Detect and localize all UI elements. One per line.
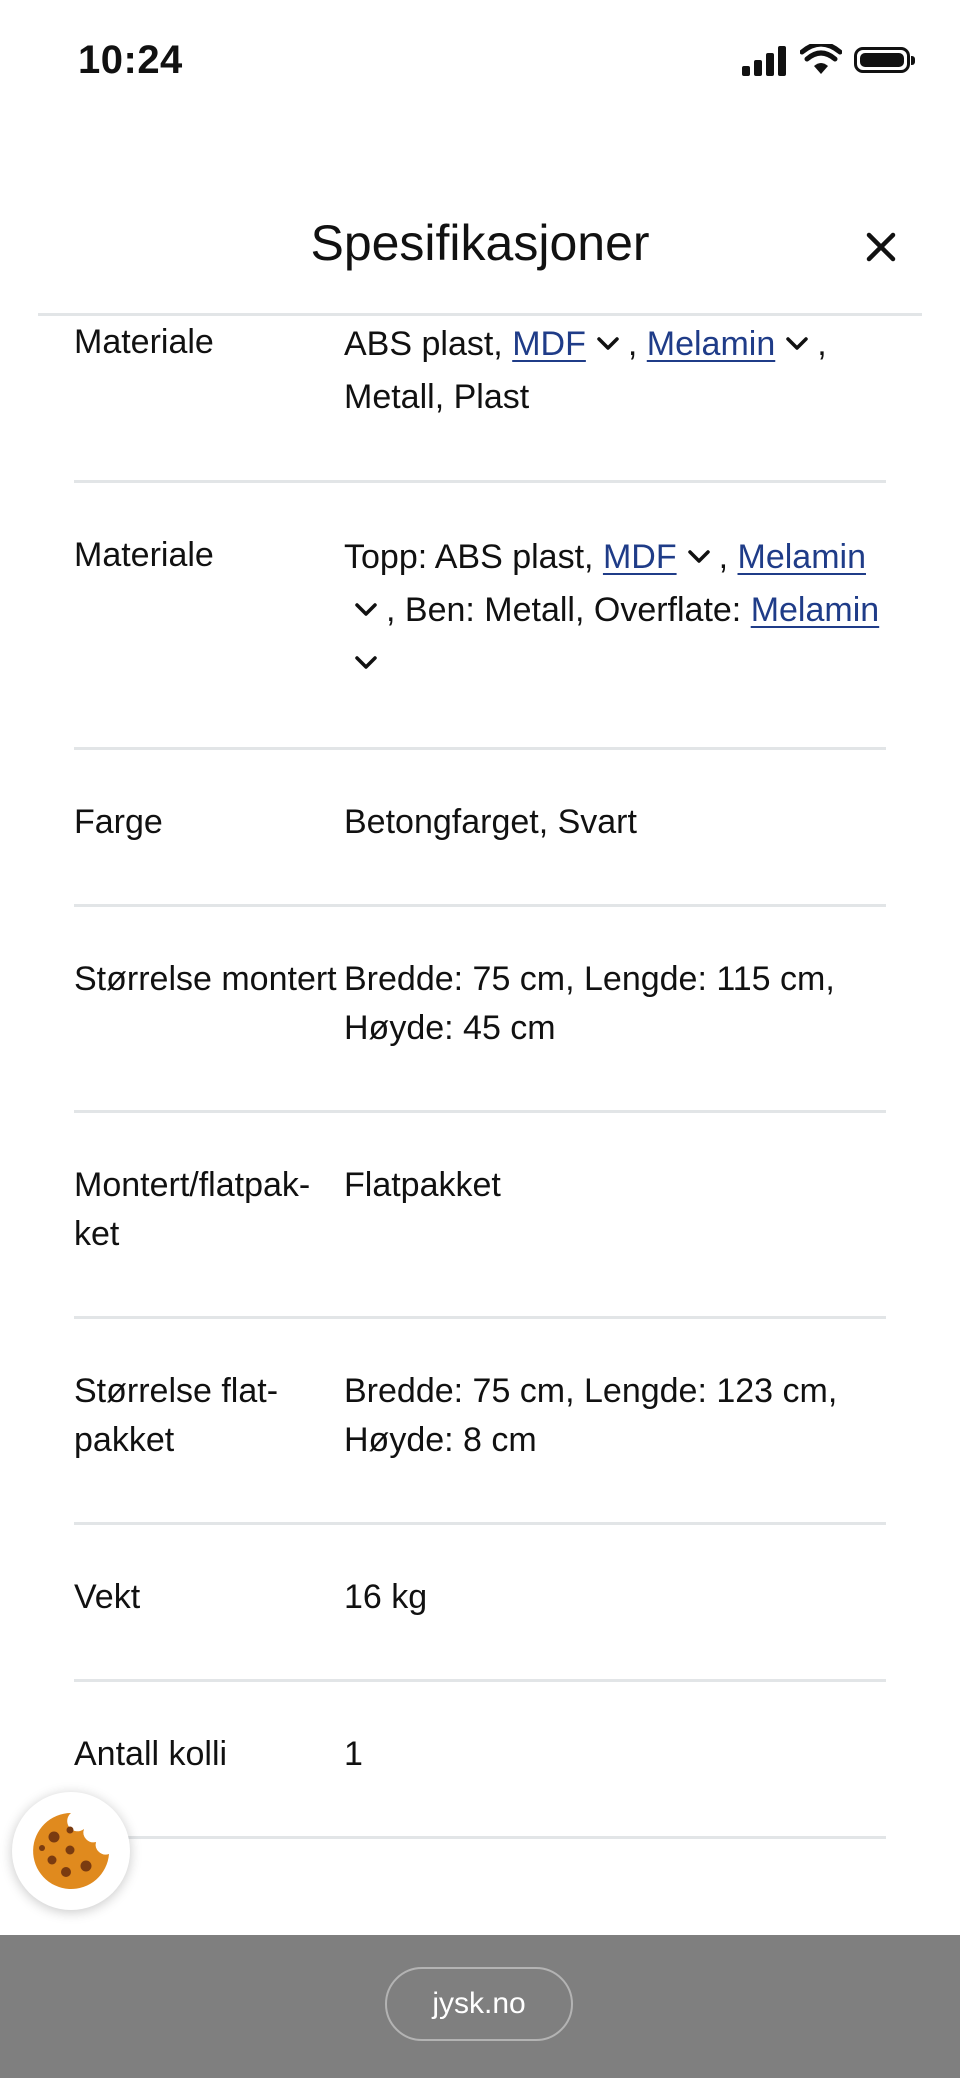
chevron-down-icon[interactable] bbox=[596, 336, 620, 352]
spec-row-antall-kolli bbox=[74, 1682, 886, 1839]
cookie-icon bbox=[30, 1810, 112, 1892]
wifi-icon bbox=[800, 44, 842, 76]
spec-label: Materiale bbox=[74, 323, 214, 361]
spec-value: Bredde: 75 cm, Lengde: 115 cm, Høyde: 45 cm bbox=[344, 960, 835, 1047]
mdf-link[interactable]: MDF bbox=[512, 325, 586, 363]
spec-text: , Ben: Metall, Overflate: bbox=[386, 591, 751, 629]
spec-value: Flatpakket bbox=[344, 1166, 501, 1204]
melamin-link[interactable]: Melamin bbox=[646, 325, 776, 363]
spec-label: Vekt bbox=[74, 1578, 141, 1616]
spec-row-storrelse-montert bbox=[74, 907, 886, 1113]
browser-bottom-bar bbox=[0, 1935, 960, 2078]
spec-text: Topp: ABS plast, bbox=[344, 538, 603, 576]
specifications-scroll-area[interactable] bbox=[0, 316, 960, 1935]
status-bar bbox=[0, 0, 960, 120]
spec-list bbox=[74, 316, 886, 1839]
spec-row-montert-flatpakket bbox=[74, 1113, 886, 1319]
spec-value: 16 kg bbox=[344, 1578, 428, 1616]
spec-value: Betongfarget, Svart bbox=[344, 803, 637, 841]
close-button[interactable] bbox=[856, 222, 906, 272]
battery-icon bbox=[854, 47, 910, 73]
spec-label: Materiale bbox=[74, 536, 214, 574]
spec-text: ABS plast, bbox=[344, 325, 513, 363]
spec-row-materiale bbox=[74, 316, 886, 483]
cookie-settings-button[interactable] bbox=[12, 1792, 130, 1910]
spec-row-vekt bbox=[74, 1525, 886, 1682]
melamin-link[interactable]: Melamin bbox=[737, 538, 866, 576]
cellular-signal-icon bbox=[742, 46, 786, 76]
spec-row-storrelse-flatpakket bbox=[74, 1319, 886, 1525]
spec-value: 1 bbox=[344, 1735, 363, 1773]
spec-row-materiale-detail bbox=[74, 483, 886, 750]
spec-text: , Metall, Plast bbox=[344, 325, 827, 416]
spec-text: , bbox=[718, 538, 738, 576]
spec-label: Montert/flatpakket bbox=[74, 1166, 311, 1253]
spec-value bbox=[344, 531, 886, 690]
spec-text: , bbox=[627, 325, 647, 363]
spec-label: Farge bbox=[74, 803, 163, 841]
chevron-down-icon[interactable] bbox=[354, 655, 378, 671]
spec-label: Størrelse flatpakket bbox=[74, 1372, 279, 1459]
page-title: Spesifikasjoner bbox=[310, 215, 650, 271]
spec-row-farge bbox=[74, 750, 886, 907]
chevron-down-icon[interactable] bbox=[354, 602, 378, 618]
url-bar[interactable]: jysk.no bbox=[385, 1967, 573, 2041]
chevron-down-icon[interactable] bbox=[687, 549, 711, 565]
mdf-link[interactable]: MDF bbox=[602, 538, 677, 576]
melamin-link[interactable]: Melamin bbox=[750, 591, 880, 629]
close-icon bbox=[866, 232, 896, 262]
chevron-down-icon[interactable] bbox=[785, 336, 809, 352]
spec-value: Bredde: 75 cm, Lengde: 123 cm, Høyde: 8 cm bbox=[344, 1372, 838, 1459]
status-time: 10:24 bbox=[78, 38, 183, 82]
spec-value bbox=[344, 318, 886, 424]
spec-label: Størrelse montert bbox=[74, 960, 337, 998]
spec-label: Antall kolli bbox=[74, 1735, 228, 1773]
